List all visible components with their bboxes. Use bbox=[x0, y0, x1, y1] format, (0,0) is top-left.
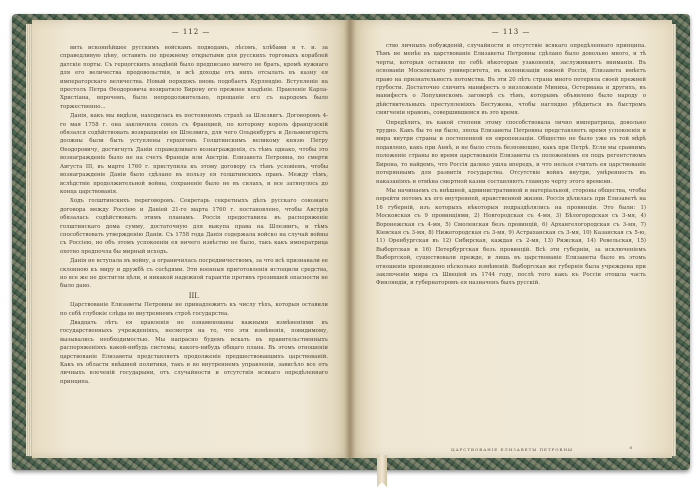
paragraph: Мы начинаемъ съ внѣшней, административной и матеріальной, стороны общества, чтобы перейти потомъ къ его внутренней, нравственной жизни. Россія дѣлилась при Елизаветѣ на 16 губерній, изъ которыхъ нѣкоторыя подраздѣлялись на провинціи. Это были: 1) Московская съ 9 провинціями, 2) Новгородская съ 4-мя, 3) Бѣлогородская съ 3-мя, 4) Воронежская съ 4-мя, 5) Смоленская безъ провинцій, 6) Архангелогородская съ 3-мя, 7) Кіевская съ 3-мя, 8) Нижегородская съ 3-мя, 9) Астраханская съ 3-мя, 10) Казанская съ 5-ю, 11) Оренбургская въ 12) Сибирская, каждая съ 2-мя, 13) Рижская, 14) Ревельская, 15) Выборгская и 16) Петербургская безъ провинцій. Всѣ эти губерніи, за исключеніемъ Выборгской, существовали прежде, и лишь въ царствованіе Елизаветы было въ этомъ отношеніи произведено нѣсколько измѣненій. Выборгская же губернія была учреждена при заключеніи мира съ Швеціей въ 1744 году, послѣ того какъ къ Россіи отошла часть Финляндіи, и губернаторомъ ея назначенъ былъ русскій. bbox=[376, 187, 646, 287]
book-gutter bbox=[344, 20, 356, 458]
bookmark-ribbon bbox=[377, 455, 387, 487]
paragraph: Данія не вступала въ войну, а ограничилась посредничествомъ, за что всѣ признавали ее склонною къ миру и дружбѣ съ сосѣдями. Эти военныя приготовленія истощили средства, но все же не достигли цѣли, и никакой надежной гарантіи противъ грозившей опасности не было дано. bbox=[60, 258, 328, 290]
paragraph: ство личныхъ побужденій, случайности и отсутствіе всякаго опредѣленнаго принципа. Тѣмъ не менѣе въ царствованіе Елизаветы Петровны сдѣлано было довольно много, и тѣ черты, которыя оставили по себѣ нѣкоторыя узаконенія, заслуживаютъ вниманія. Въ основаніи Московскаго университета, въ колонизаціи южной Россіи, Елизавета имѣетъ право на признательность потомства. Въ эти 20 лѣтъ страна много потеряла своей прежней грубости. Достаточно сличить манифестъ о низложеніи Миниха, Остермана и другихъ, въ манифестъ о Лопухинскомъ заговорѣ съ тѣмъ, которымъ объявлено было народу о дѣйствительныхъ преступленіяхъ Бестужева, чтобы наглядно убѣдиться въ быстромъ смягченіи нравовъ, совершившемся въ это время. bbox=[376, 43, 646, 117]
paragraph: Данія, какъ мы видѣли, находилась въ постоянномъ страхѣ за Шлезвигъ. Договоромъ 4-го мая 1758 г. она заключила союзъ съ Францией, по которому король французскій обязался содѣйствовать возвращенію ея Шлезвига, для чего Ольденбургъ и Дельменгорстъ должны были быть уступлены герцогомъ Голштинскимъ великому князю Петру Ѳеодоровичу, достигнуть Даніи справедливаго вознагражденія, съ тѣмъ однако, чтобы это вознагражденіе было не на счетъ Франціи или Австріи. Елизавета Петровна, по смерти Августа III, въ марте 1760 г. приступила къ этому договору съ тѣмъ условіемъ, чтобы вознагражденіе Даніи было сдѣлано въ пользу ея голштинскихъ правъ. Между тѣмъ, вслѣдствіе продолжительной войны, сохраненіе было не въ силахъ, и все затянулось до конца царствованія. bbox=[60, 113, 328, 195]
running-footer: ЦАРСТВОВАНІЕ ЕЛИЗАВЕТЫ ПЕТРОВНЫ bbox=[451, 447, 573, 452]
paragraph: Царствованіе Елизаветы Петровны не принадлежитъ къ числу тѣхъ, которыя оставили по себѣ глубокіе слѣды во внутреннемъ строѣ государства. bbox=[60, 302, 328, 317]
signature-mark: 8 bbox=[629, 445, 632, 450]
paragraph: Опредѣлить, въ какой степени этому способствовала лично императрица, довольно трудно. Какъ бы то ни было, эпоха Елизаветы Петровны представляетъ время успокоенія и мира внутри страны и постепенной ея европеизаціи. Общество не было уже въ той мѣрѣ подавлено, какъ при Аннѣ, и не было столь безпомощно, какъ при Петрѣ. Если мы сравнимъ положеніе страны во время царствованія Елизаветы съ положеніемъ ея подъ регентствомъ Бирона, то найдемъ, что Россія далеко ушла впередъ, и что нельзя считать ея царствованіе потеряннымъ для развитія государства. Отсутствіе войнъ внутри, умѣренность въ наказаніяхъ и отмѣна смертной казни составляютъ главную черту этого времени. bbox=[376, 119, 646, 185]
right-page-text bbox=[376, 42, 646, 289]
left-page bbox=[32, 20, 350, 458]
left-page-number: — 112 — bbox=[171, 28, 211, 36]
paragraph: Ходъ голштинскихъ переговоровъ. Секретарь секретныхъ дѣлъ русскаго союзнаго договора между Россіею и Даніей 21-го марта 1760 г. постановлено, чтобы Австрія обязалась содѣйствовать этимъ планамъ. Россія предоставила въ распоряженіе голштинскаго дома сумму, достаточную для выкупа права на Шлезвигъ, и тѣмъ способствовать утвержденію Даніи. Съ 1758 года Данія содержала войско на случай войны съ Россіею, но объ этомъ успокоеніи ея ничего извѣстно не было, такъ какъ императрица охотно предпочла бы мирный исходъ. bbox=[60, 198, 328, 255]
right-page-number: — 113 — bbox=[491, 28, 531, 36]
section-heading: III. bbox=[188, 291, 200, 300]
paragraph: Двадцать лѣтъ ея правленія не ознаменованы важными измѣненіями въ государственныхъ учрежденіяхъ, несмотря на то, что эти измѣненія, повидимому, вызывались необходимостью. Мы напрасно будемъ искать въ правительственныхъ распоряженіяхъ какой-нибудь системы, какого-нибудь общаго плана. Въ этомъ отношеніи царствованіе Елизаветы представляетъ продолженіе предшествовавшихъ царствованій. Какъ въ области внѣшней политики, такъ и во внутреннемъ управленіи, зависѣло все отъ личныхъ влеченій государыни, отъ случайности и отсутствія всякаго опредѣленнаго принципа. bbox=[60, 320, 328, 385]
left-page-text bbox=[60, 44, 328, 387]
paragraph: вить исконнѣйшее русскимъ войскамъ подводамъ, лѣсомъ, хлѣбами и т. и. за справедливую цѣну, оставить по прежнему открытыми для русскихъ торговыхъ кораблей датскіе порты. Съ герцогскихъ владѣній было предписано ничего не брать, кромѣ нужнаго для его величества продовольствія, и всѣ доходы отъ нихъ отсылать въ казну ея императорскаго величества. Новый порядокъ вновь подобаетъ Курляндію. Вступленіе на престолъ Петра Ѳеодоровича возвратило Бирону его прежнее владѣніе. Правленіе Карла-Христіана, впрочемъ, было непродолжительно, прощаніе его съ народомъ было торжественно... bbox=[60, 45, 328, 110]
right-page bbox=[350, 20, 672, 458]
